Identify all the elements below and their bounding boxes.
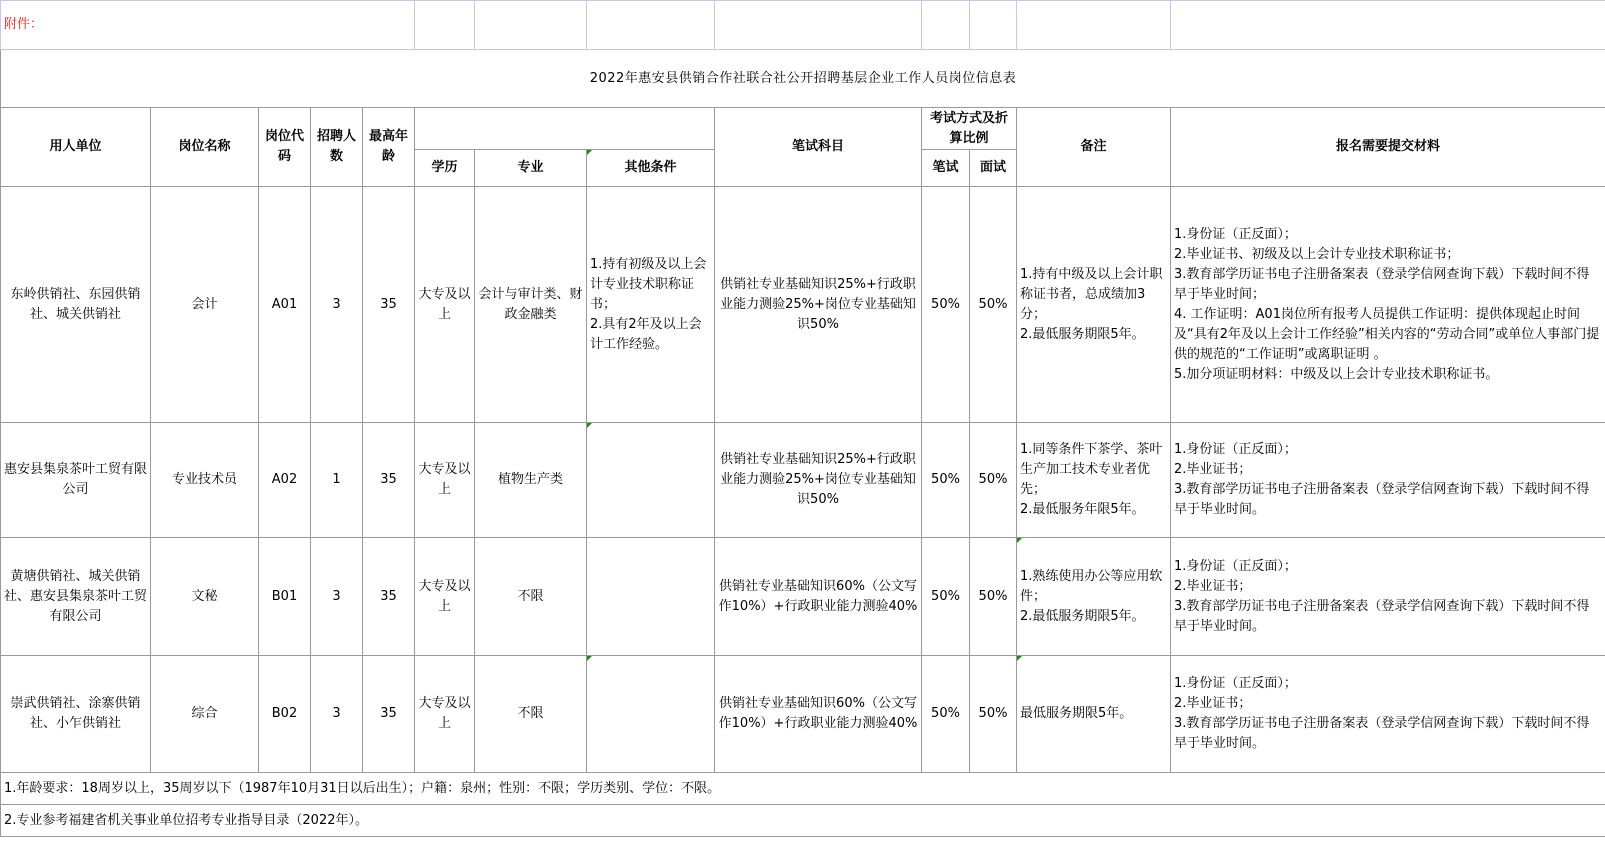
cell-unit: 东岭供销社、东园供销社、城关供销社 <box>1 187 151 423</box>
cell-education: 大专及以上 <box>415 538 475 656</box>
cell-major: 不限 <box>475 656 587 773</box>
empty-cell <box>715 1 922 50</box>
cell-materials: 1.身份证（正反面）； 2.毕业证书； 3.教育部学历证书电子注册备案表（登录学信网查询下载）下载时间不得早于毕业时间。 <box>1171 538 1605 656</box>
cell-unit: 黄塘供销社、城关供销社、惠安县集泉茶叶工贸有限公司 <box>1 538 151 656</box>
cell-code: A02 <box>259 423 311 538</box>
cell-written: 50% <box>922 538 970 656</box>
header-remarks: 备注 <box>1017 108 1171 187</box>
note-age-requirement: 1.年龄要求：18周岁以上，35周岁以下（1987年10月31日以后出生）；户籍：泉州；性别：不限；学历类别、学位：不限。 <box>1 773 1605 805</box>
cell-other <box>587 656 715 773</box>
cell-major: 植物生产类 <box>475 423 587 538</box>
header-interview: 面试 <box>970 150 1017 187</box>
header-other: 其他条件 <box>587 150 715 187</box>
empty-cell <box>970 1 1017 50</box>
cell-subjects: 供销社专业基础知识25%+行政职业能力测验25%+岗位专业基础知识50% <box>715 423 922 538</box>
table-row <box>1 656 1605 773</box>
cell-other <box>587 538 715 656</box>
cell-interview: 50% <box>970 187 1017 423</box>
cell-remarks: 1.同等条件下茶学、茶叶生产加工技术专业者优先； 2.最低服务年限5年。 <box>1017 423 1171 538</box>
cell-code: B02 <box>259 656 311 773</box>
cell-interview: 50% <box>970 656 1017 773</box>
cell-education: 大专及以上 <box>415 187 475 423</box>
cell-position: 文秘 <box>151 538 259 656</box>
header-written: 笔试 <box>922 150 970 187</box>
empty-cell <box>475 1 587 50</box>
cell-written: 50% <box>922 187 970 423</box>
cell-position: 综合 <box>151 656 259 773</box>
header-major: 专业 <box>475 150 587 187</box>
header-education: 学历 <box>415 150 475 187</box>
cell-major: 不限 <box>475 538 587 656</box>
cell-other <box>587 423 715 538</box>
table-row <box>1 187 1605 423</box>
cell-education: 大专及以上 <box>415 423 475 538</box>
attachment-label: 附件： <box>1 1 415 50</box>
cell-subjects: 供销社专业基础知识60%（公文写作10%）+行政职业能力测验40% <box>715 656 922 773</box>
cell-remarks: 1.持有中级及以上会计职称证书者，总成绩加3分； 2.最低服务期限5年。 <box>1017 187 1171 423</box>
cell-materials: 1.身份证（正反面）； 2.毕业证书； 3.教育部学历证书电子注册备案表（登录学信网查询下载）下载时间不得早于毕业时间。 <box>1171 423 1605 538</box>
cell-unit: 惠安县集泉茶叶工贸有限公司 <box>1 423 151 538</box>
table-row <box>1 423 1605 538</box>
cell-written: 50% <box>922 423 970 538</box>
note-major-reference: 2.专业参考福建省机关事业单位招考专业指导目录（2022年）。 <box>1 805 1605 837</box>
cell-count: 3 <box>311 656 363 773</box>
cell-materials: 1.身份证（正反面）； 2.毕业证书； 3.教育部学历证书电子注册备案表（登录学信网查询下载）下载时间不得早于毕业时间。 <box>1171 656 1605 773</box>
cell-count: 3 <box>311 187 363 423</box>
cell-count: 3 <box>311 538 363 656</box>
cell-subjects: 供销社专业基础知识60%（公文写作10%）+行政职业能力测验40% <box>715 538 922 656</box>
empty-cell <box>1017 1 1171 50</box>
empty-cell <box>922 1 970 50</box>
cell-interview: 50% <box>970 423 1017 538</box>
empty-cell <box>415 1 475 50</box>
page-title: 2022年惠安县供销合作社联合社公开招聘基层企业工作人员岗位信息表 <box>1 50 1605 108</box>
header-position: 岗位名称 <box>151 108 259 187</box>
header-code: 岗位代码 <box>259 108 311 187</box>
cell-code: B01 <box>259 538 311 656</box>
cell-education: 大专及以上 <box>415 656 475 773</box>
cell-materials: 1.身份证（正反面）； 2.毕业证书、初级及以上会计专业技术职称证书； 3.教育部学历证书电子注册备案表（登录学信网查询下载）下载时间不得早于毕业时间； 4. 工作证明：A01岗位所有报考人员提供工作证明：提供体现起止时间及“具有2年及以上会计工作经验”相关内容的“劳动合同”或单位人事部门提供的规范的“工作证明”或离职证明 。 5.加分项证明材料：中级及以上会计专业技术职称证书。 <box>1171 187 1605 423</box>
cell-position: 会计 <box>151 187 259 423</box>
header-count: 招聘人数 <box>311 108 363 187</box>
cell-interview: 50% <box>970 538 1017 656</box>
cell-unit: 崇武供销社、涂寨供销社、小乍供销社 <box>1 656 151 773</box>
cell-remarks: 最低服务期限5年。 <box>1017 656 1171 773</box>
header-subjects: 笔试科目 <box>715 108 922 187</box>
cell-code: A01 <box>259 187 311 423</box>
header-conditions-group <box>415 108 715 150</box>
cell-subjects: 供销社专业基础知识25%+行政职业能力测验25%+岗位专业基础知识50% <box>715 187 922 423</box>
header-materials: 报名需要提交材料 <box>1171 108 1605 187</box>
cell-max-age: 35 <box>363 187 415 423</box>
header-max-age: 最高年龄 <box>363 108 415 187</box>
cell-position: 专业技术员 <box>151 423 259 538</box>
empty-cell <box>1171 1 1605 50</box>
table-row <box>1 538 1605 656</box>
cell-max-age: 35 <box>363 656 415 773</box>
cell-major: 会计与审计类、财政金融类 <box>475 187 587 423</box>
cell-written: 50% <box>922 656 970 773</box>
cell-max-age: 35 <box>363 538 415 656</box>
cell-other: 1.持有初级及以上会计专业技术职称证书； 2.具有2年及以上会计工作经验。 <box>587 187 715 423</box>
empty-cell <box>587 1 715 50</box>
cell-count: 1 <box>311 423 363 538</box>
cell-remarks: 1.熟练使用办公等应用软件； 2.最低服务期限5年。 <box>1017 538 1171 656</box>
header-exam-ratio: 考试方式及折算比例 <box>922 108 1017 150</box>
cell-max-age: 35 <box>363 423 415 538</box>
header-unit: 用人单位 <box>1 108 151 187</box>
